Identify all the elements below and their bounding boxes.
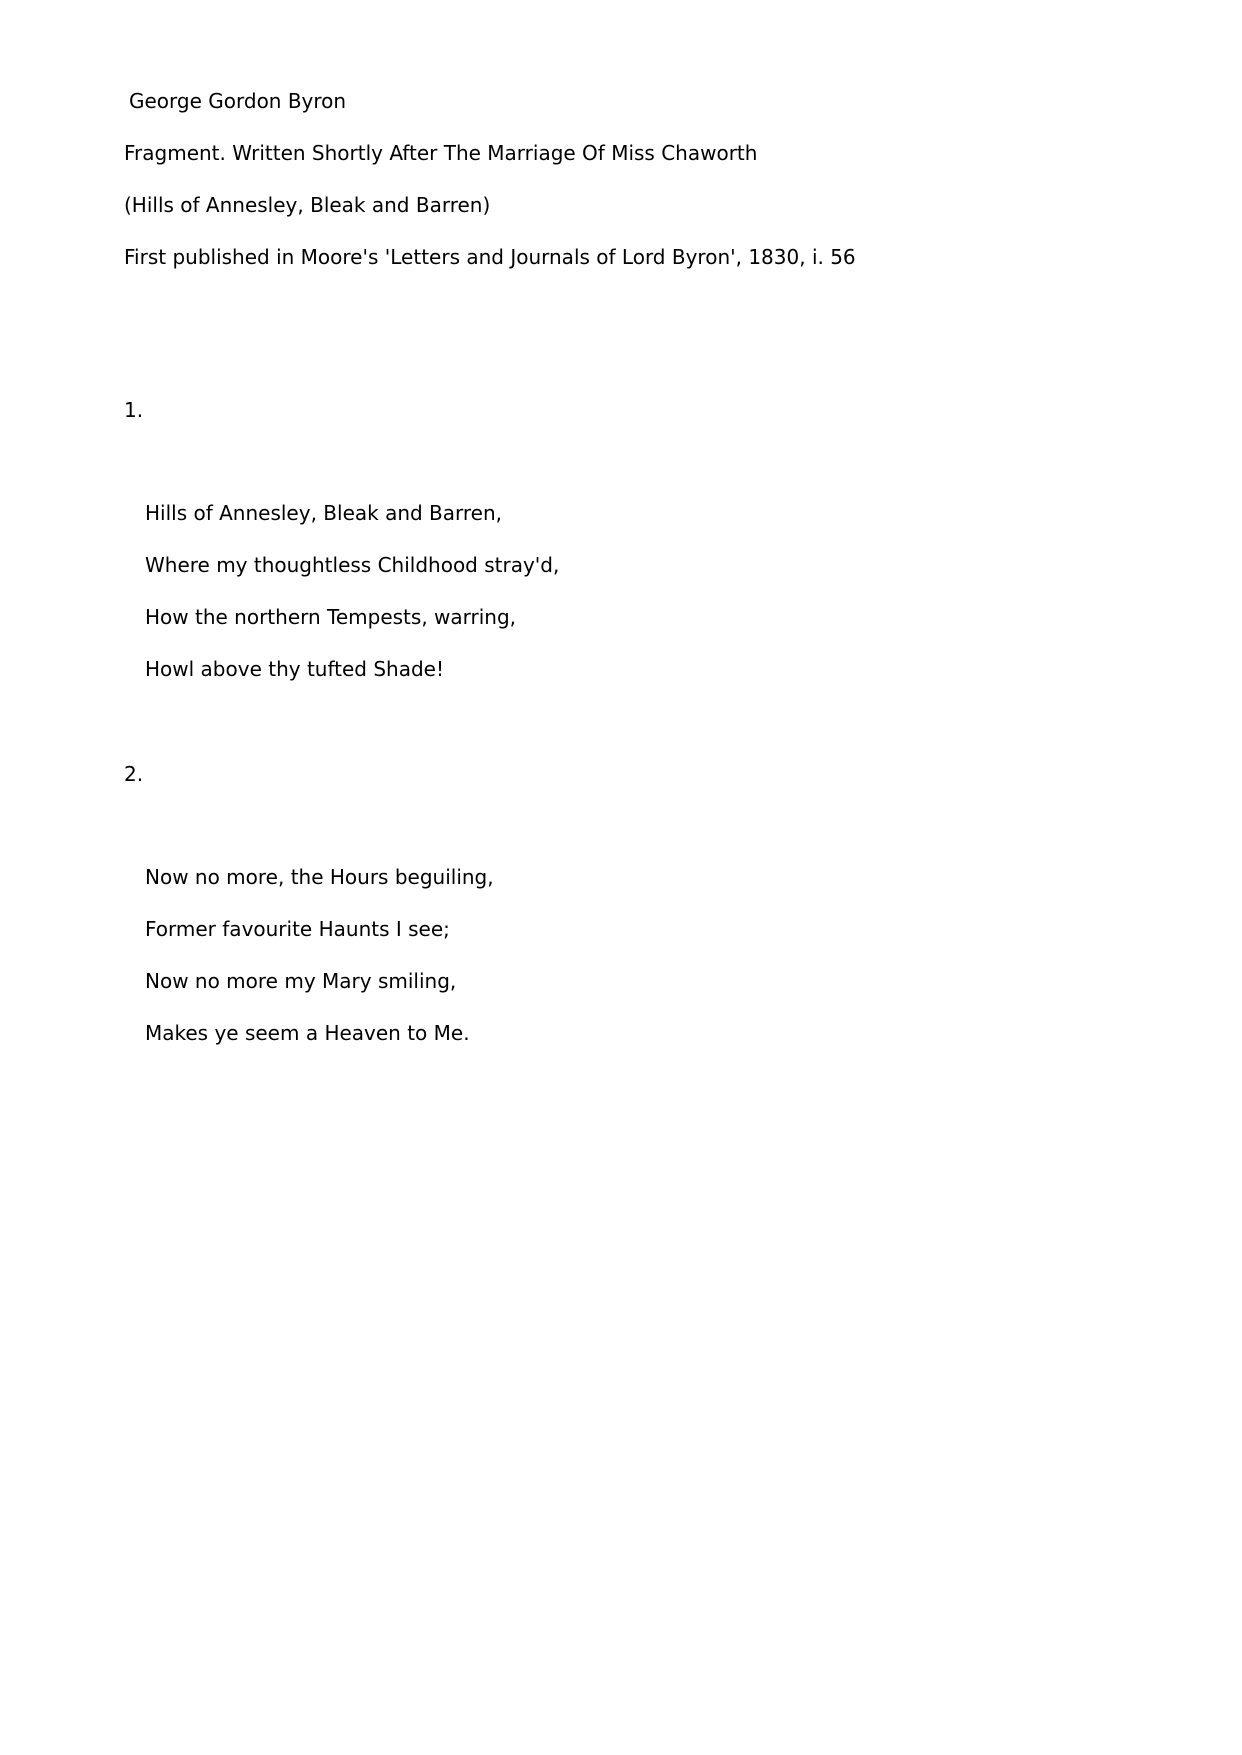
author-name: George Gordon Byron: [129, 89, 347, 113]
verse-line: Makes ye seem a Heaven to Me.: [145, 1021, 470, 1045]
stanza-number: 1.: [124, 398, 144, 422]
verse-line: Now no more, the Hours beguiling,: [145, 865, 494, 889]
verse-line: Howl above thy tufted Shade!: [145, 657, 444, 681]
verse-line: Where my thoughtless Childhood stray'd,: [145, 553, 560, 577]
verse-line: Now no more my Mary smiling,: [145, 969, 457, 993]
stanza-number: 2.: [124, 762, 144, 786]
verse-line: Hills of Annesley, Bleak and Barren,: [145, 501, 503, 525]
verse-line: How the northern Tempests, warring,: [145, 605, 517, 629]
poem-title: Fragment. Written Shortly After The Marriage Of Miss Chaworth: [124, 141, 758, 165]
poem-subtitle: (Hills of Annesley, Bleak and Barren): [124, 193, 491, 217]
verse-line: Former favourite Haunts I see;: [145, 917, 450, 941]
publication-note: First published in Moore's 'Letters and Journals of Lord Byron', 1830, i. 56: [124, 245, 856, 269]
